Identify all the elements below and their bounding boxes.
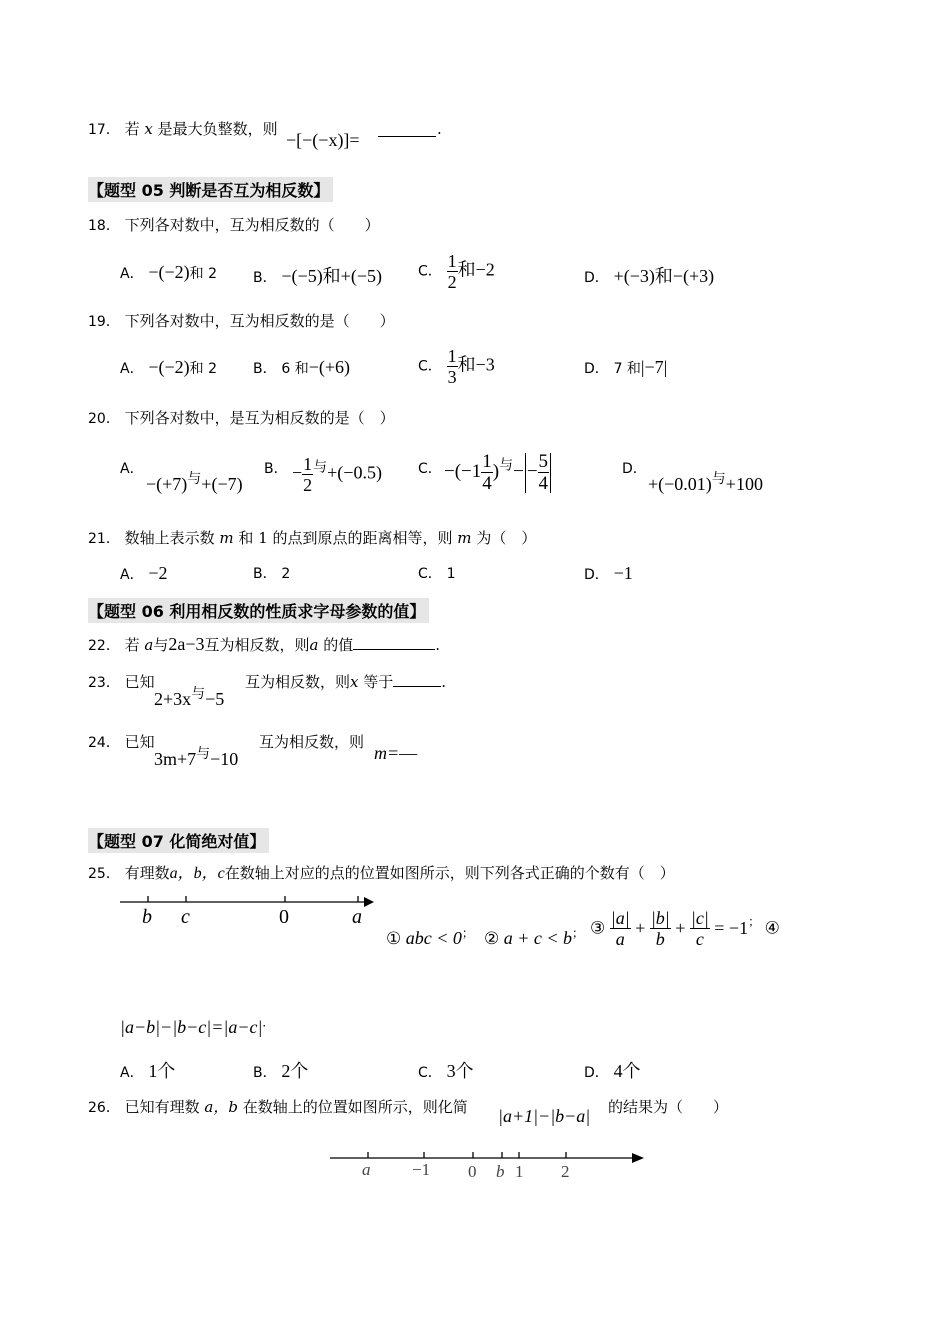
question-number: 21．: [88, 531, 120, 547]
question-number: 26．: [88, 1100, 120, 1116]
statement-4: |a−b|−|b−c|=|a−c|．: [120, 1015, 275, 1037]
math-expression: $3m+7^与-10$: [154, 746, 239, 769]
question-26: 26． 已知有理数 a，b 在数轴上的位置如图所示，则化简: [88, 1098, 468, 1116]
math-expression: m=—: [374, 743, 418, 763]
math-expression: |−7|: [640, 357, 668, 377]
question-26-tail: 的结果为（ ）: [608, 1098, 729, 1116]
fraction: $\frac{1}{2}$: [303, 454, 313, 495]
question-text: 数轴上表示数: [124, 529, 215, 547]
math-expression: − $\frac{1}{2}$ $^与$+(−0.5): [292, 454, 382, 495]
question-number: 19．: [88, 314, 120, 330]
math-expression: −(−1 $\frac{1}{4}$ )$^与$− − $\frac{5}{4}$: [444, 452, 552, 493]
math-expression: $+(-0.01)^与+100$: [648, 471, 763, 494]
statement-1: ① abc < 0；: [386, 926, 474, 948]
option-c[interactable]: C． 1: [418, 566, 456, 582]
math-expression: −(−2): [148, 357, 190, 377]
label-one: 1: [515, 1162, 524, 1181]
variable: m: [457, 529, 472, 547]
statement-2: ② a + c < b；: [484, 926, 585, 948]
label-zero: 0: [468, 1162, 477, 1181]
math-expression: 2a−3: [168, 634, 205, 654]
math-expression: |a+1|−|b−a|: [498, 1106, 591, 1126]
question-number: 20．: [88, 411, 120, 427]
option-b[interactable]: B． −(−5)和+(−5): [253, 266, 382, 286]
question-19: [88, 312, 395, 331]
math-expression: −[−(−x)]=: [286, 130, 360, 150]
option-a[interactable]: A．: [120, 461, 144, 477]
question-text: 下列各对数中，互为相反数的是（ ）: [124, 312, 395, 330]
question-number: 22．: [88, 638, 120, 654]
question-21: [88, 529, 536, 548]
option-a[interactable]: A． −(−2)和 2: [120, 357, 218, 377]
fraction: $\frac{|a|}{a}$: [610, 908, 630, 949]
math-expression: $2+3x^与-5$: [154, 686, 225, 709]
question-number: 24．: [88, 735, 120, 751]
option-b[interactable]: B． 2: [253, 566, 291, 582]
variables: a，b，c: [169, 865, 225, 882]
variable: m: [219, 529, 234, 547]
fraction: $\frac{1}{4}$: [482, 451, 492, 494]
answer-blank: [353, 649, 435, 650]
option-a[interactable]: A． 1个: [120, 1061, 176, 1081]
question-17: [88, 120, 278, 139]
math-expression: +(−3)和−(+3): [613, 266, 715, 286]
fraction: $\frac{|c|}{c}$: [690, 908, 709, 949]
label-b: b: [142, 906, 152, 928]
variable: a: [309, 636, 319, 654]
variable: x: [144, 120, 153, 138]
statement-3: ③ $\frac{|a|}{a}$ + $\frac{|b|}{b}$ + $\frac{|c|}{c}$ = −1； ④: [590, 908, 780, 949]
option-a[interactable]: A． −2: [120, 563, 168, 583]
question-20: [88, 409, 395, 428]
label-a: a: [352, 906, 362, 928]
axis-arrow: [364, 897, 374, 907]
section-header-06: 【题型 06 利用相反数的性质求字母参数的值】: [88, 598, 429, 623]
label-zero: 0: [279, 906, 289, 928]
fraction: $\frac{1}{3}$: [447, 346, 457, 387]
variable: a: [144, 636, 154, 654]
option-d[interactable]: D． 4个: [584, 1061, 641, 1081]
question-text: 下列各对数中，互为相反数的（ ）: [124, 216, 380, 234]
question-23-tail: 互为相反数，则x 等于 .: [245, 673, 447, 691]
option-b[interactable]: B． 6 和−(+6): [253, 357, 351, 377]
math-expression: −(+6): [308, 357, 351, 377]
question-25: 25． 有理数a，b，c在数轴上对应的点的位置如图所示，则下列各式正确的个数有（ ）: [88, 864, 675, 882]
question-text: 为（ ）: [476, 529, 537, 547]
section-header-05: 【题型 05 判断是否互为相反数】: [88, 177, 333, 202]
option-d[interactable]: D． +(−3)和−(+3): [584, 266, 715, 286]
option-d[interactable]: D．: [622, 461, 647, 477]
label-c: c: [181, 906, 190, 928]
answer-blank: [393, 686, 441, 687]
question-text: 若: [124, 120, 140, 138]
section-header-07: 【题型 07 化简绝对值】: [88, 828, 269, 853]
option-d[interactable]: D． −1: [584, 563, 633, 583]
math-expression: $-(+7)^与+(-7)$: [146, 471, 243, 494]
answer-blank: [378, 136, 436, 137]
question-24: 24． 已知: [88, 733, 155, 751]
option-c[interactable]: C． $\frac{1}{3}$ 和−3: [418, 346, 495, 387]
fraction: $\frac{|b|}{b}$: [650, 908, 670, 949]
option-c[interactable]: C． $\frac{1}{2}$ 和−2: [418, 251, 495, 292]
math-expression: −(−2): [148, 262, 190, 282]
label-a: a: [362, 1160, 371, 1179]
number-line-25: [118, 890, 378, 930]
option-c[interactable]: C．: [418, 461, 442, 477]
question-23: 23． 已知: [88, 673, 155, 691]
fraction: $\frac{1}{2}$: [447, 251, 457, 292]
label-two: 2: [561, 1162, 570, 1181]
question-text: 是最大负整数，则: [157, 120, 278, 138]
question-text: 下列各对数中，是互为相反数的是（ ）: [124, 409, 395, 427]
period: .: [437, 120, 442, 138]
variables: a，b: [204, 1098, 238, 1116]
option-b[interactable]: B．: [264, 461, 288, 477]
question-number: 25．: [88, 866, 120, 882]
label-b: b: [496, 1162, 505, 1181]
question-text: 和 1 的点到原点的距离相等，则: [238, 529, 453, 547]
number-line-26: [328, 1145, 648, 1185]
question-number: 18．: [88, 218, 120, 234]
axis-arrow: [632, 1153, 644, 1163]
label-minus-one: −1: [412, 1160, 431, 1179]
option-b[interactable]: B． 2个: [253, 1061, 309, 1081]
option-a[interactable]: A． −(−2)和 2: [120, 262, 218, 282]
option-c[interactable]: C． 3个: [418, 1061, 474, 1081]
question-22: 22． 若 a与2a−3互为相反数，则a 的值 .: [88, 634, 441, 654]
option-d[interactable]: D． 7 和|−7|: [584, 357, 668, 377]
math-expression: −(−5)和+(−5): [281, 266, 382, 286]
variable: x: [350, 673, 359, 691]
question-18: [88, 216, 380, 235]
question-24-tail: 互为相反数，则: [259, 733, 365, 751]
question-number: 23．: [88, 675, 120, 691]
question-number: 17．: [88, 122, 120, 138]
fraction: $\frac{5}{4}$: [538, 451, 549, 494]
